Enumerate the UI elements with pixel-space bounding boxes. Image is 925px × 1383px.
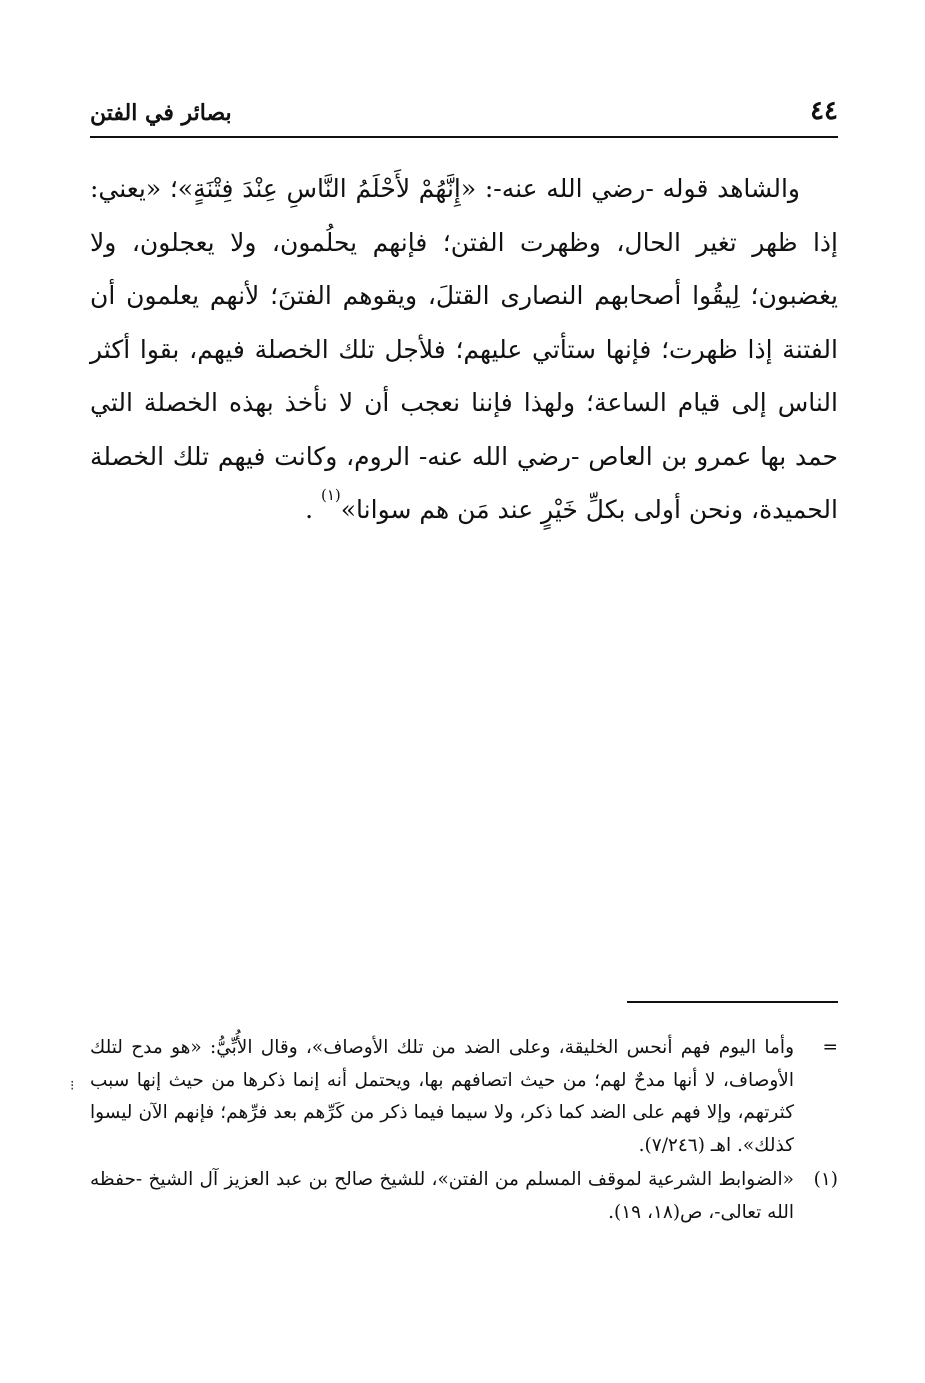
footnote-continued xyxy=(90,1032,838,1162)
footnote-text: وأما اليوم فهم أنحس الخليقة، وعلى الضد من تلك الأوصاف»، وقال الأُبِّيُّ: «هو مدح لتلك الأوصاف، لا أنها مدحٌ لهم؛ من حيث اتصافهم بها، ويحتمل أنه إنما ذكرها من حيث إنها سبب كثرتهم، وإلا فهم على الضد كما ذكر، ولا سيما فيما ذكر من كَرِّهم بعد فرِّهم؛ فإنهم الآن ليسوا كذلك». اهـ (٧/٢٤٦). xyxy=(90,1037,794,1156)
footnote-reference[interactable]: (١) xyxy=(320,486,341,504)
footnote-text: «الضوابط الشرعية لموقف المسلم من الفتن»، للشيخ صالح بن عبد العزيز آل الشيخ -حفظه الله تعالى-، ص(١٨، ١٩). xyxy=(90,1169,794,1223)
footnote-number: (١) xyxy=(813,1169,838,1190)
main-paragraph xyxy=(90,162,838,537)
main-text xyxy=(90,162,838,537)
running-header xyxy=(90,96,838,136)
footnote-continuation-marker: = xyxy=(822,1037,838,1058)
footnotes xyxy=(90,1032,838,1229)
footnote-1 xyxy=(90,1164,838,1229)
header-rule xyxy=(90,136,838,138)
page-number: ٤٤ xyxy=(810,96,838,126)
paragraph-text: والشاهد قوله -رضي الله عنه-: «إِنَّهُمْ لأَحْلَمُ النَّاسِ عِنْدَ فِتْنَةٍ»؛ «يعني: إذا ظهر تغير الحال، وظهرت الفتن؛ فإنهم يحلُمون، ولا يعجلون، ولا يغضبون؛ لِيقُوا أصحابهم النصارى القتلَ، ويقوهم الفتنَ؛ لأنهم يعلمون أن الفتنة إذا ظهرت؛ فإنها ستأتي عليهم؛ فلأجل تلك الخصلة فيهم، بقوا أكثر الناس إلى قيام الساعة؛ ولهذا فإننا نعجب أن لا نأخذ بهذه الخصلة التي حمد بها عمرو بن العاص -رضي الله عنه- الروم، وكانت فيهم تلك الخصلة الحميدة، ونحن أولى بكلِّ خَيْرٍ عند مَن هم سوانا» xyxy=(90,174,838,524)
footnote-separator xyxy=(627,1001,838,1003)
end-mark: . xyxy=(305,495,314,524)
margin-mark: ⁝ xyxy=(70,1078,75,1094)
book-title: بصائر في الفتن xyxy=(90,100,232,126)
